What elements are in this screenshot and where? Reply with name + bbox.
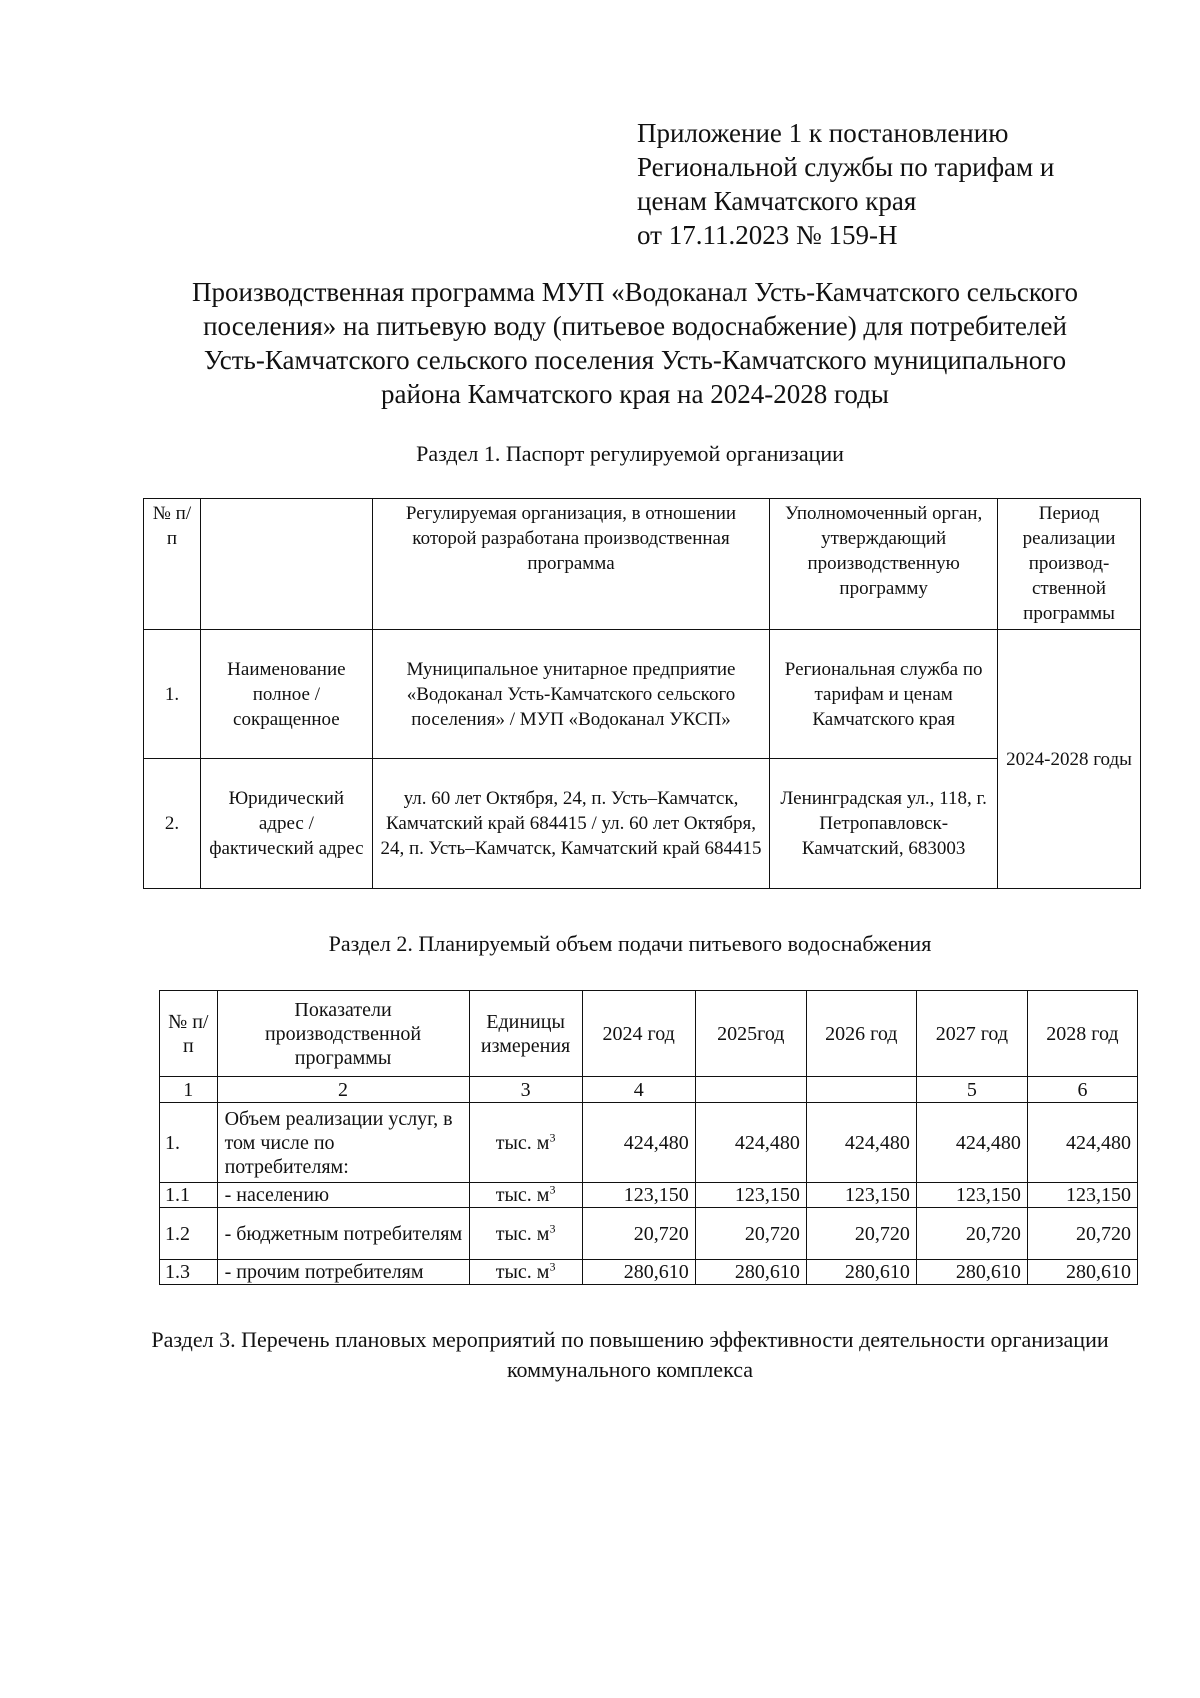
row-num: 1.3 [160, 1260, 218, 1285]
authority-name: Региональная служба по тарифам и ценам Камчатского края [770, 630, 998, 759]
col-period-header: Период реализации производ-ственной программы [998, 499, 1141, 630]
section2-caption: Раздел 2. Планируемый объем подачи питьевого водоснабжения [328, 931, 932, 956]
unit-cell [469, 1103, 582, 1183]
value-cell: 280,610 [582, 1260, 695, 1285]
row-num: 1.1 [160, 1183, 218, 1208]
row-num: 1.2 [160, 1208, 218, 1260]
value-cell: 20,720 [695, 1208, 806, 1260]
col-year-header: 2025год [695, 991, 806, 1077]
table-row [160, 1183, 1138, 1208]
unit-cell [469, 1260, 582, 1285]
column-number: 5 [916, 1077, 1027, 1103]
table-row [160, 1260, 1138, 1285]
col-indicator-header: Показатели производственной программы [217, 991, 469, 1077]
column-number: 6 [1027, 1077, 1137, 1103]
indicator-name: - бюджетным потребителям [217, 1208, 469, 1260]
value-cell: 424,480 [582, 1103, 695, 1183]
table-row [144, 630, 1141, 759]
value-cell: 280,610 [695, 1260, 806, 1285]
col-num-header: № п/п [144, 499, 201, 630]
value-cell: 20,720 [916, 1208, 1027, 1260]
col-year-header: 2026 год [806, 991, 916, 1077]
value-cell: 424,480 [1027, 1103, 1137, 1183]
unit-cell [469, 1208, 582, 1260]
appendix-line: ценам Камчатского края [637, 186, 917, 216]
column-number [695, 1077, 806, 1103]
unit-cell [469, 1183, 582, 1208]
section3-caption: Раздел 3. Перечень плановых мероприятий по повышению эффективности деятельности организации коммунального комплекса [151, 1327, 1109, 1382]
row-num: 1. [144, 630, 201, 759]
document-title [150, 275, 1120, 411]
unit-superscript: 3 [549, 1129, 556, 1144]
column-numbers-row [160, 1077, 1138, 1103]
organization-passport-table [143, 498, 1141, 889]
title-line: района Камчатского края на 2024-2028 годы [381, 379, 889, 409]
value-cell: 424,480 [806, 1103, 916, 1183]
col-authority-header: Уполномоченный орган, утверждающий производственную программу [770, 499, 998, 630]
value-cell: 20,720 [1027, 1208, 1137, 1260]
value-cell: 280,610 [916, 1260, 1027, 1285]
value-cell: 123,150 [1027, 1183, 1137, 1208]
row-label: Юридический адрес / фактический адрес [200, 759, 372, 889]
column-number: 4 [582, 1077, 695, 1103]
row-num: 1. [160, 1103, 218, 1183]
col-year-header: 2024 год [582, 991, 695, 1077]
value-cell: 424,480 [695, 1103, 806, 1183]
appendix-reference [637, 116, 1054, 252]
value-cell: 123,150 [695, 1183, 806, 1208]
appendix-line: Приложение 1 к постановлению [637, 118, 1009, 148]
row-label: Наименование полное / сокращенное [200, 630, 372, 759]
value-cell: 123,150 [582, 1183, 695, 1208]
table-header-row [144, 499, 1141, 630]
row-num: 2. [144, 759, 201, 889]
org-name: Муниципальное унитарное предприятие «Водоканал Усть-Камчатского сельского поселения» / МУП «Водоканал УКСП» [372, 630, 769, 759]
indicator-name: Объем реализации услуг, в том числе по потребителям: [217, 1103, 469, 1183]
value-cell: 424,480 [916, 1103, 1027, 1183]
water-supply-volume-table [159, 990, 1138, 1285]
unit-superscript: 3 [549, 1182, 556, 1197]
section1-caption: Раздел 1. Паспорт регулируемой организации [416, 441, 844, 466]
col-org-header: Регулируемая организация, в отношении которой разработана производственная программа [372, 499, 769, 630]
appendix-line: Региональной службы по тарифам и [637, 152, 1055, 182]
col-year-header: 2027 год [916, 991, 1027, 1077]
column-number [806, 1077, 916, 1103]
unit-superscript: 3 [549, 1220, 556, 1235]
table-row [160, 1103, 1138, 1183]
unit-text: тыс. м [495, 1261, 550, 1283]
title-line: Производственная программа МУП «Водоканал Усть-Камчатского сельского [192, 277, 1078, 307]
column-number: 3 [469, 1077, 582, 1103]
unit-text: тыс. м [495, 1131, 550, 1154]
column-number: 2 [217, 1077, 469, 1103]
value-cell: 123,150 [916, 1183, 1027, 1208]
title-line: Усть-Камчатского сельского поселения Усть-Камчатского муниципального [203, 345, 1067, 375]
indicator-name: - прочим потребителям [217, 1260, 469, 1285]
title-line: поселения» на питьевую воду (питьевое водоснабжение) для потребителей [203, 311, 1067, 341]
unit-text: тыс. м [495, 1184, 550, 1206]
authority-address: Ленинградская ул., 118, г. Петропавловск-Камчатский, 683003 [770, 759, 998, 889]
value-cell: 280,610 [1027, 1260, 1137, 1285]
value-cell: 123,150 [806, 1183, 916, 1208]
indicator-name: - населению [217, 1183, 469, 1208]
value-cell: 20,720 [582, 1208, 695, 1260]
col-year-header: 2028 год [1027, 991, 1137, 1077]
period-value: 2024-2028 годы [998, 630, 1141, 889]
col-num-header: № п/п [160, 991, 218, 1077]
table-row [144, 759, 1141, 889]
value-cell: 20,720 [806, 1208, 916, 1260]
table-header-row [160, 991, 1138, 1077]
col-label-header [200, 499, 372, 630]
org-address: ул. 60 лет Октября, 24, п. Усть–Камчатск, Камчатский край 684415 / ул. 60 лет Октября, 24, п. Усть–Камчатск, Камчатский край 684415 [372, 759, 769, 889]
unit-superscript: 3 [549, 1259, 556, 1274]
unit-text: тыс. м [495, 1222, 550, 1245]
column-number: 1 [160, 1077, 218, 1103]
value-cell: 280,610 [806, 1260, 916, 1285]
col-unit-header: Единицы измерения [469, 991, 582, 1077]
appendix-line: от 17.11.2023 № 159-Н [637, 220, 898, 250]
table-row [160, 1208, 1138, 1260]
